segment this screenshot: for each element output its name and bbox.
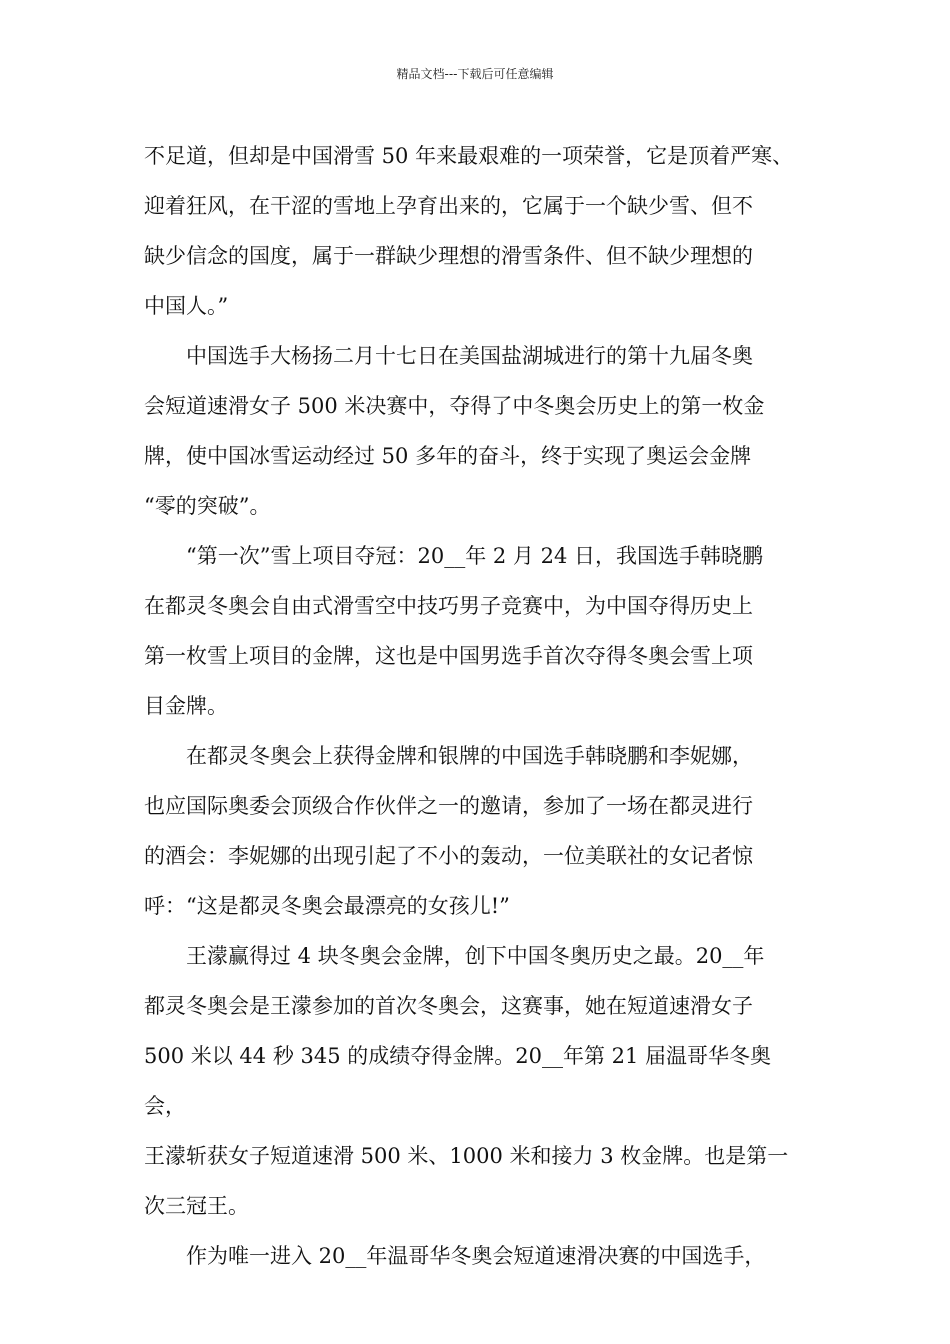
text-line: 次三冠王。 (144, 1194, 249, 1218)
text-line: “零的突破”。 (144, 494, 271, 518)
text-line: 中国选手大杨扬二月十七日在美国盐湖城进行的第十九届冬奥 (186, 344, 753, 368)
paragraph-4 (144, 731, 812, 931)
paragraph-6 (144, 1231, 812, 1281)
text-line: 500 米以 44 秒 345 的成绩夺得金牌。20__年第 21 届温哥华冬奥会， (144, 1044, 772, 1118)
page-header: 精品文档---下载后可任意编辑 (396, 67, 554, 81)
text-line: 第一枚雪上项目的金牌，这也是中国男选手首次夺得冬奥会雪上项 (144, 644, 753, 668)
text-line: 会短道速滑女子 500 米决赛中，夺得了中冬奥会历史上的第一枚金 (144, 394, 765, 418)
text-line: 迎着狂风，在干涩的雪地上孕育出来的，它属于一个缺少雪、但不 (144, 194, 753, 218)
text-line: 在都灵冬奥会上获得金牌和银牌的中国选手韩晓鹏和李妮娜， (186, 744, 753, 768)
paragraph-1 (144, 131, 812, 331)
text-line: 王濛赢得过 4 块冬奥会金牌，创下中国冬奥历史之最。20__年 (186, 944, 765, 968)
paragraph-2 (144, 331, 812, 531)
paragraph-5 (144, 931, 812, 1231)
paragraph-3 (144, 531, 812, 731)
text-line: 不足道，但却是中国滑雪 50 年来最艰难的一项荣誉，它是顶着严寒、 (144, 144, 794, 168)
text-line: “第一次”雪上项目夺冠：20__年 2 月 24 日，我国选手韩晓鹏 (186, 544, 763, 568)
text-line: 作为唯一进入 20__年温哥华冬奥会短道速滑决赛的中国选手， (186, 1244, 766, 1268)
text-line: 目金牌。 (144, 694, 228, 718)
text-line: 王濛斩获女子短道速滑 500 米、1000 米和接力 3 枚金牌。也是第一 (144, 1144, 789, 1168)
text-line: 牌，使中国冰雪运动经过 50 多年的奋斗，终于实现了奥运会金牌 (144, 444, 752, 468)
text-line: 呼：“这是都灵冬奥会最漂亮的女孩儿!” (144, 894, 510, 918)
text-line: 中国人。” (144, 294, 229, 318)
text-line: 都灵冬奥会是王濛参加的首次冬奥会，这赛事，她在短道速滑女子 (144, 994, 753, 1018)
text-line: 缺少信念的国度，属于一群缺少理想的滑雪条件、但不缺少理想的 (144, 244, 753, 268)
text-line: 在都灵冬奥会自由式滑雪空中技巧男子竞赛中，为中国夺得历史上 (144, 594, 753, 618)
text-line: 也应国际奥委会顶级合作伙伴之一的邀请，参加了一场在都灵进行 (144, 794, 753, 818)
text-line: 的酒会：李妮娜的出现引起了不小的轰动，一位美联社的女记者惊 (144, 844, 753, 868)
document-body (144, 131, 812, 1281)
